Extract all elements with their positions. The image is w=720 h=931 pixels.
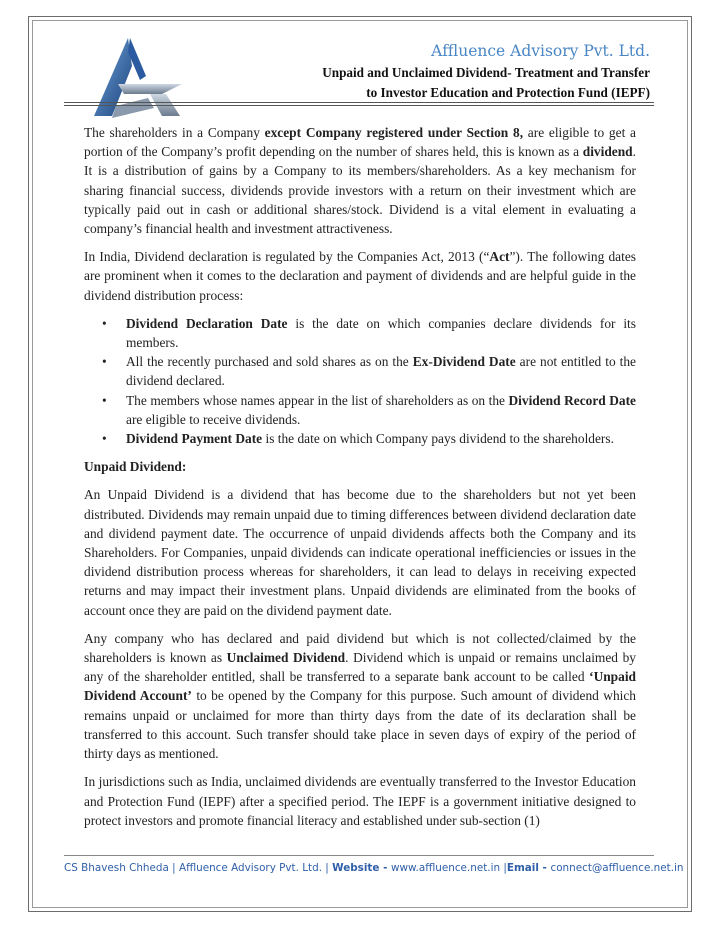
text-run: In India, Dividend declaration is regulated by the Companies Act, 2013 (“ bbox=[84, 249, 490, 265]
header-rule-top bbox=[64, 102, 654, 103]
text-run: is the date on which Company pays dividend to the shareholders. bbox=[262, 431, 614, 447]
text-run: . It is a distribution of gains by a Company to its members/shareholders. As a key mechanism for sharing financial success, dividends provide investors with a return on their investment which are typically paid out in cash or additional shares/stock. Dividend is a vital element in evaluating a company’s financial health and investment attractiveness. bbox=[84, 144, 636, 237]
text-run: are eligible to receive dividends. bbox=[126, 411, 301, 427]
footer-website-link[interactable]: www.affluence.net.in bbox=[391, 862, 501, 874]
bold-text: Act bbox=[489, 249, 510, 265]
text-run: . Dividend which is unpaid or remains unclaimed by any of the shareholder entitled, shall be transferred to a separate bank account to be called bbox=[84, 650, 636, 685]
footer-website-label: Website - bbox=[332, 862, 391, 874]
bold-text: ‘Unpaid Dividend Account’ bbox=[84, 669, 636, 704]
text-run: The shareholders in a Company bbox=[84, 125, 265, 140]
iepf-paragraph: In jurisdictions such as India, unclaimed dividends are eventually transferred to the Investor Education and Protection Fund (IEPF) after a specified period. The IEPF is a government initiative designed to protect investors and promote financial literacy and established under sub-section (1) bbox=[84, 774, 636, 828]
company-logo bbox=[88, 36, 184, 120]
header-rule-bottom bbox=[64, 105, 654, 106]
list-item bbox=[102, 314, 636, 352]
section-heading-unpaid: Unpaid Dividend: bbox=[84, 459, 187, 475]
dividend-dates-list bbox=[84, 314, 636, 448]
footer-author: CS Bhavesh Chheda | Affluence Advisory Pvt. Ltd. | bbox=[64, 862, 333, 874]
list-item bbox=[102, 352, 636, 390]
unpaid-paragraph: An Unpaid Dividend is a dividend that has become due to the shareholders but not yet been distributed. Dividends may remain unpaid due to timing differences between dividend declaration date and dividend payment date. The occurrence of unpaid dividends affects both the Company and its Shareholders. For Companies, unpaid dividends can indicate operational inefficiencies or issues in the dividend distribution process whereas for shareholders, it can lead to delays in receiving expected returns and may impact their investment plans. Unpaid dividends are eliminated from the books of account once they are paid on the dividend payment date. bbox=[84, 487, 636, 618]
footer-separator: | bbox=[500, 862, 507, 874]
bullet-icon: • bbox=[102, 431, 107, 447]
bold-text: dividend bbox=[582, 144, 633, 160]
bold-text: Unclaimed Dividend bbox=[226, 650, 346, 666]
text-run: The members whose names appear in the list of shareholders as on the bbox=[126, 392, 509, 408]
bold-text: Dividend Payment Date bbox=[126, 431, 263, 447]
footer bbox=[64, 862, 684, 874]
footer-email-link[interactable]: connect@affluence.net.in bbox=[550, 862, 684, 874]
unclaimed-paragraph bbox=[84, 629, 636, 763]
bold-text: Ex-Dividend Date bbox=[412, 354, 516, 370]
document-title-line2: to Investor Education and Protection Fund (IEPF) bbox=[366, 85, 650, 100]
bold-text: Dividend Declaration Date bbox=[126, 315, 288, 331]
intro-paragraph bbox=[84, 123, 636, 238]
text-run: All the recently purchased and sold shares as on the bbox=[126, 354, 413, 370]
bullet-icon: • bbox=[102, 354, 107, 370]
text-run: to be opened by the Company for this purpose. Such amount of dividend which remains unpaid or unclaimed for more than thirty days from the date of its declaration shall be transferred to this account. Such transfer should take place in seven days of expiry of the period of thirty days as mentioned. bbox=[84, 688, 637, 762]
text-run: Any company who has declared and paid dividend but which is not collected/claimed by the shareholders is known as bbox=[84, 630, 636, 666]
text-run: are eligible to get a portion of the Company’s profit depending on the number of shares held, this is known as a bbox=[84, 125, 636, 160]
list-item bbox=[102, 429, 636, 448]
regulation-paragraph bbox=[84, 247, 636, 305]
company-name: Affluence Advisory Pvt. Ltd. bbox=[431, 42, 650, 60]
text-run: is the date on which companies declare dividends for its members. bbox=[126, 315, 636, 351]
document-body bbox=[84, 123, 636, 839]
bold-text: Dividend Record Date bbox=[508, 392, 637, 408]
bullet-icon: • bbox=[102, 315, 107, 331]
footer-rule bbox=[64, 855, 654, 856]
footer-email-label: Email - bbox=[506, 862, 551, 874]
document-title-line1: Unpaid and Unclaimed Dividend- Treatment and Transfer bbox=[322, 65, 650, 80]
list-item bbox=[102, 391, 637, 429]
text-run: ”). The following dates are prominent when it comes to the declaration and payment of dividends and are helpful guide in the dividend distribution process: bbox=[84, 249, 636, 303]
bold-text: except Company registered under Section 8, bbox=[264, 125, 524, 140]
bullet-icon: • bbox=[102, 392, 107, 408]
text-run: are not entitled to the dividend declared. bbox=[126, 354, 636, 389]
